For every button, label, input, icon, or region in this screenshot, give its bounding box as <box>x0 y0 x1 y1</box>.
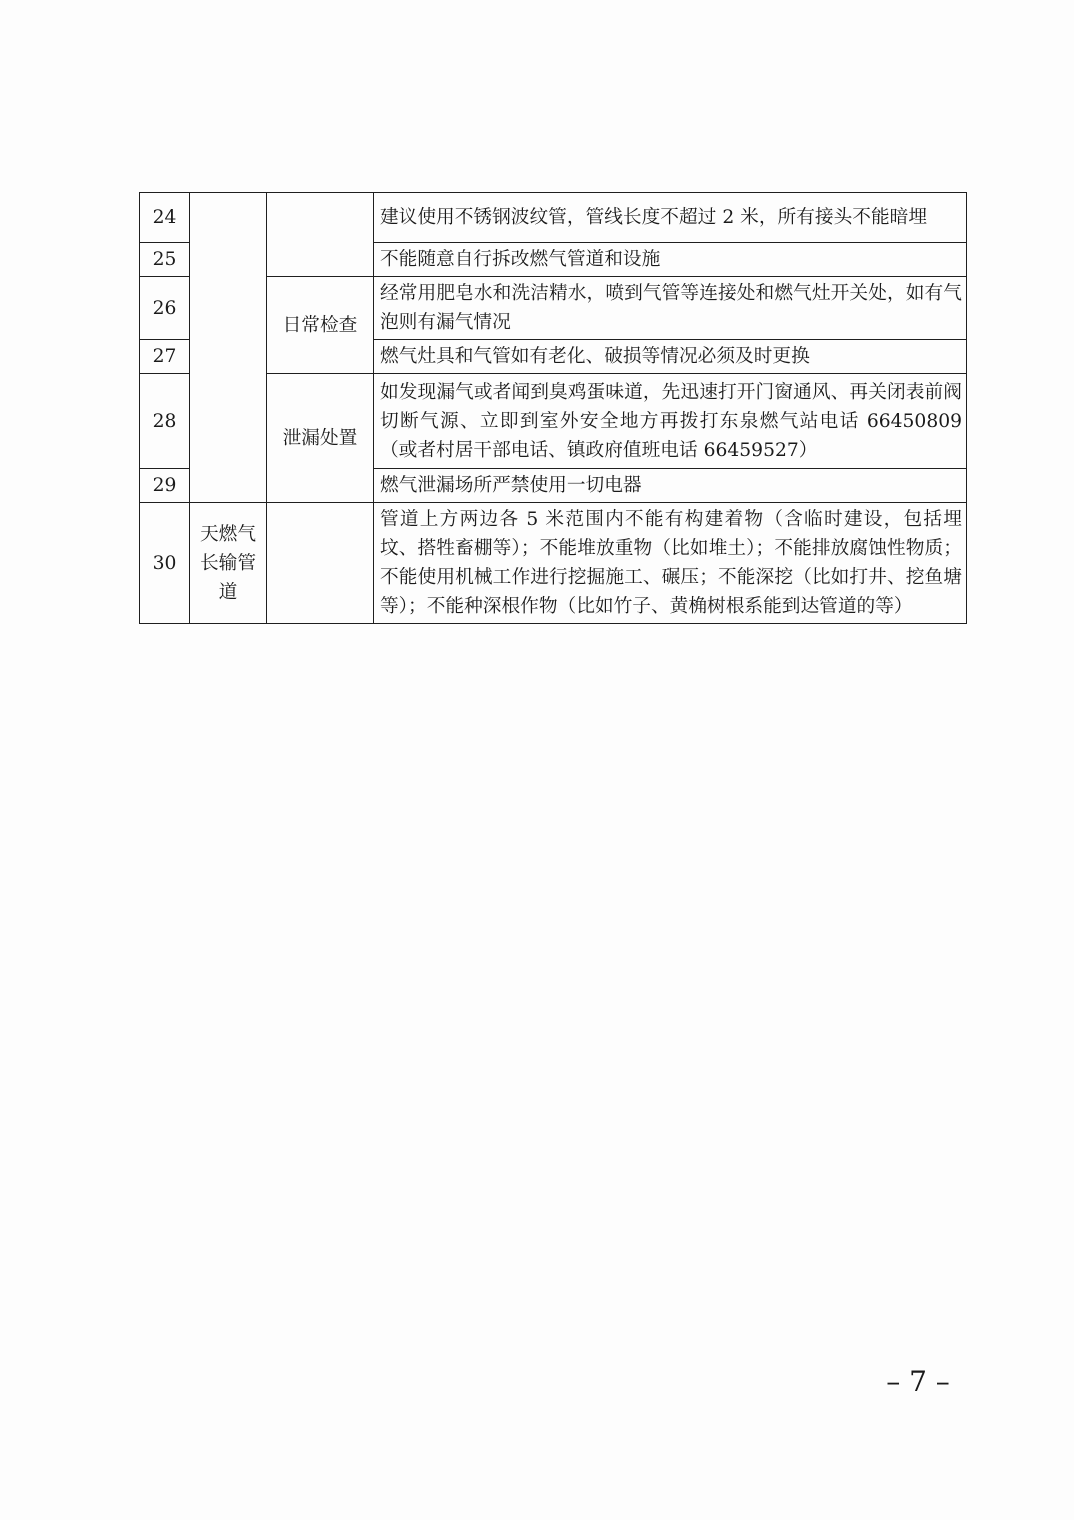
row-number-cell: 26 <box>140 277 190 340</box>
table-row <box>140 193 967 243</box>
description-cell: 经常用肥皂水和洗洁精水，喷到气管等连接处和燃气灶开关处，如有气泡则有漏气情况 <box>374 277 967 340</box>
description-cell: 燃气泄漏场所严禁使用一切电器 <box>374 469 967 503</box>
category-cell <box>190 193 267 503</box>
subcategory-cell: 日常检查 <box>267 277 374 374</box>
description-cell: 燃气灶具和气管如有老化、破损等情况必须及时更换 <box>374 340 967 374</box>
row-number-cell: 29 <box>140 469 190 503</box>
row-number-cell: 30 <box>140 503 190 624</box>
table-row <box>140 503 967 624</box>
description-cell: 不能随意自行拆改燃气管道和设施 <box>374 243 967 277</box>
row-number-cell: 28 <box>140 374 190 469</box>
gas-safety-table <box>139 192 967 624</box>
row-number-cell: 24 <box>140 193 190 243</box>
subcategory-cell <box>267 193 374 277</box>
row-number-cell: 27 <box>140 340 190 374</box>
category-cell: 天燃气长输管道 <box>190 503 267 624</box>
description-cell: 管道上方两边各 5 米范围内不能有构建着物（含临时建设，包括埋坟、搭牲畜棚等）；不能堆放重物（比如堆土）；不能排放腐蚀性物质；不能使用机械工作进行挖掘施工、碾压；不能深挖（比如打井、挖鱼塘等）；不能种深根作物（比如竹子、黄桷树根系能到达管道的等） <box>374 503 967 624</box>
subcategory-cell <box>267 503 374 624</box>
subcategory-cell: 泄漏处置 <box>267 374 374 503</box>
page-number: – 7 – <box>886 1365 950 1398</box>
row-number-cell: 25 <box>140 243 190 277</box>
description-cell: 如发现漏气或者闻到臭鸡蛋味道，先迅速打开门窗通风、再关闭表前阀切断气源、立即到室外安全地方再拨打东泉燃气站电话 66450809（或者村居干部电话、镇政府值班电话 66459527） <box>374 374 967 469</box>
description-cell: 建议使用不锈钢波纹管，管线长度不超过 2 米，所有接头不能暗埋 <box>374 193 967 243</box>
